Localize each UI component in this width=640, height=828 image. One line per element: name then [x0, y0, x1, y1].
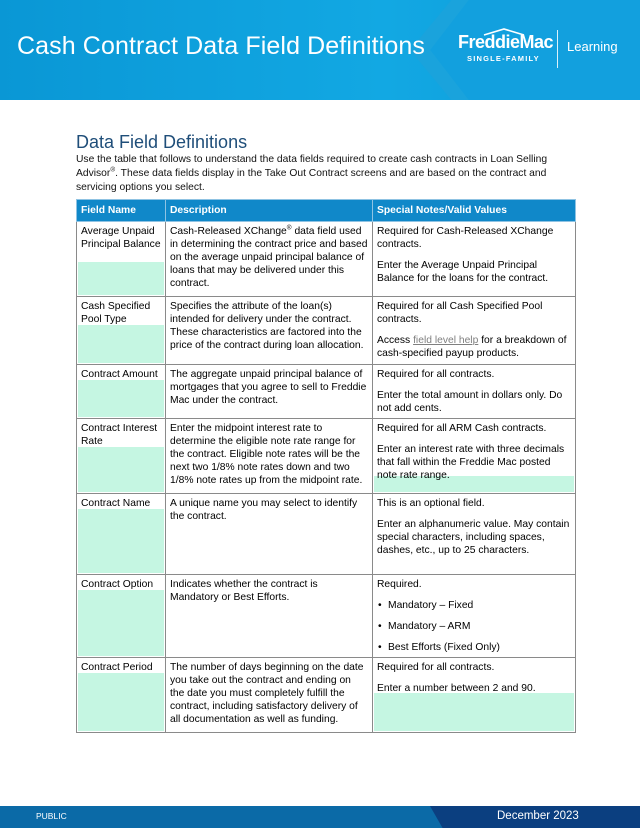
field-name-cell	[77, 494, 166, 575]
brand-learning: Learning	[567, 39, 618, 54]
table-row	[77, 494, 576, 575]
section-title: Data Field Definitions	[76, 132, 248, 152]
notes-cell	[373, 575, 576, 658]
definitions-table	[76, 199, 576, 733]
note-text-part: for a breakdown of cash-specified payup products.	[377, 335, 567, 359]
intro-registered: ®	[110, 166, 116, 174]
field-name-cell	[77, 222, 166, 297]
column-header-field: Field Name	[77, 200, 166, 222]
intro-text-2: . These data fields display in the Take Out Contract screens and are based on the contract and servicing options you select.	[76, 168, 547, 193]
description: The number of days beginning on the date you take out the contract and ending on the date you must completely fulfill the contract, including satisfactory delivery of all documentation as well as funding.	[170, 662, 364, 725]
table-header-row	[77, 200, 576, 222]
table-row	[77, 575, 576, 658]
list-item: • Mandatory – Fixed	[377, 599, 571, 612]
field-name: Average Unpaid Principal Balance	[81, 226, 161, 250]
description-cell	[166, 222, 373, 297]
field-name: Contract Period	[81, 662, 153, 673]
field-name-cell	[77, 419, 166, 494]
note-text: Required.	[377, 579, 422, 590]
description: Indicates whether the contract is Mandatory or Best Efforts.	[170, 579, 318, 603]
table-row	[77, 365, 576, 419]
description: A unique name you may select to identify the contract.	[170, 498, 358, 522]
note-text: Required for all ARM Cash contracts.	[377, 423, 547, 434]
note-text: This is an optional field.	[377, 498, 485, 509]
note-text: Required for all Cash Specified Pool contracts.	[377, 301, 543, 325]
brand-subtitle: SINGLE-FAMILY	[467, 54, 540, 63]
note-text: Enter the Average Unpaid Principal Balance for the loans for the contract.	[377, 260, 549, 284]
description	[170, 225, 368, 290]
field-level-help-link[interactable]: field level help	[413, 335, 479, 346]
column-header-notes: Special Notes/Valid Values	[373, 200, 576, 222]
note-text: Enter an alphanumeric value. May contain special characters, including spaces, dashes, etc., up to 25 characters.	[377, 519, 570, 556]
header-title: Cash Contract Data Field Definitions	[17, 32, 425, 60]
list-item: • Best Efforts (Fixed Only)	[377, 641, 571, 654]
field-name: Contract Name	[81, 498, 151, 509]
page-header	[0, 0, 640, 100]
description: Enter the midpoint interest rate to determine the eligible note rate range for the contract. Eligible note rates will be the next two 1/8% note rates down and two 1/8% note rates up from the midpoint rate.	[170, 423, 363, 486]
field-name-cell	[77, 297, 166, 365]
note-text: Required for all contracts.	[377, 662, 495, 673]
field-name-cell	[77, 575, 166, 658]
brand-divider	[557, 30, 558, 68]
note-text: Required for all contracts.	[377, 369, 495, 380]
notes-cell	[373, 658, 576, 733]
field-name: Cash Specified Pool Type	[81, 301, 151, 325]
column-header-description: Description	[166, 200, 373, 222]
description: The aggregate unpaid principal balance of mortgages that you agree to sell to Freddie Mac under the contract.	[170, 369, 367, 406]
note-text: Enter the total amount in dollars only. Do not add cents.	[377, 390, 563, 414]
description-cell	[166, 575, 373, 658]
page-footer	[0, 806, 640, 828]
option-list	[377, 599, 571, 654]
description-text: data field used in determining the contract price and based on the average unpaid principal balance of loans that may be delivered under this contract.	[170, 226, 368, 289]
list-item: • Mandatory – ARM	[377, 620, 571, 633]
field-name-cell	[77, 658, 166, 733]
field-name: Contract Option	[81, 579, 154, 590]
description-cell	[166, 658, 373, 733]
table-row	[77, 658, 576, 733]
description-cell	[166, 494, 373, 575]
intro-paragraph	[76, 153, 576, 195]
description-cell	[166, 365, 373, 419]
notes-cell	[373, 419, 576, 494]
table-row	[77, 419, 576, 494]
note-text	[377, 334, 571, 360]
description-text: Cash-Released XChange	[170, 226, 287, 237]
notes-cell	[373, 297, 576, 365]
note-text: Enter a number between 2 and 90.	[377, 683, 536, 694]
field-name: Contract Interest Rate	[81, 423, 158, 447]
note-text: Enter an interest rate with three decimals that fall within the Freddie Mac posted note rate range.	[377, 444, 565, 481]
note-text: Required for Cash-Released XChange contracts.	[377, 226, 554, 250]
description-cell	[166, 297, 373, 365]
intro-text-1: Use the table that follows to understand the data fields required to create cash contracts in Loan Selling Advisor	[76, 154, 548, 179]
description: Specifies the attribute of the loan(s) intended for delivery under the contract. These characteristics are factored into the price of the contract during loan allocation.	[170, 301, 364, 351]
field-name: Contract Amount	[81, 369, 158, 380]
footer-date: December 2023	[497, 810, 579, 822]
notes-cell	[373, 494, 576, 575]
description-cell	[166, 419, 373, 494]
field-name-cell	[77, 365, 166, 419]
table-row	[77, 222, 576, 297]
brand-name: FreddieMac	[458, 32, 554, 52]
notes-cell	[373, 222, 576, 297]
footer-classification: PUBLIC	[36, 811, 67, 821]
table-row	[77, 297, 576, 365]
brand-logo[interactable]	[458, 33, 558, 63]
note-text-part: Access	[377, 335, 414, 346]
registered-mark: ®	[286, 224, 292, 232]
notes-cell	[373, 365, 576, 419]
